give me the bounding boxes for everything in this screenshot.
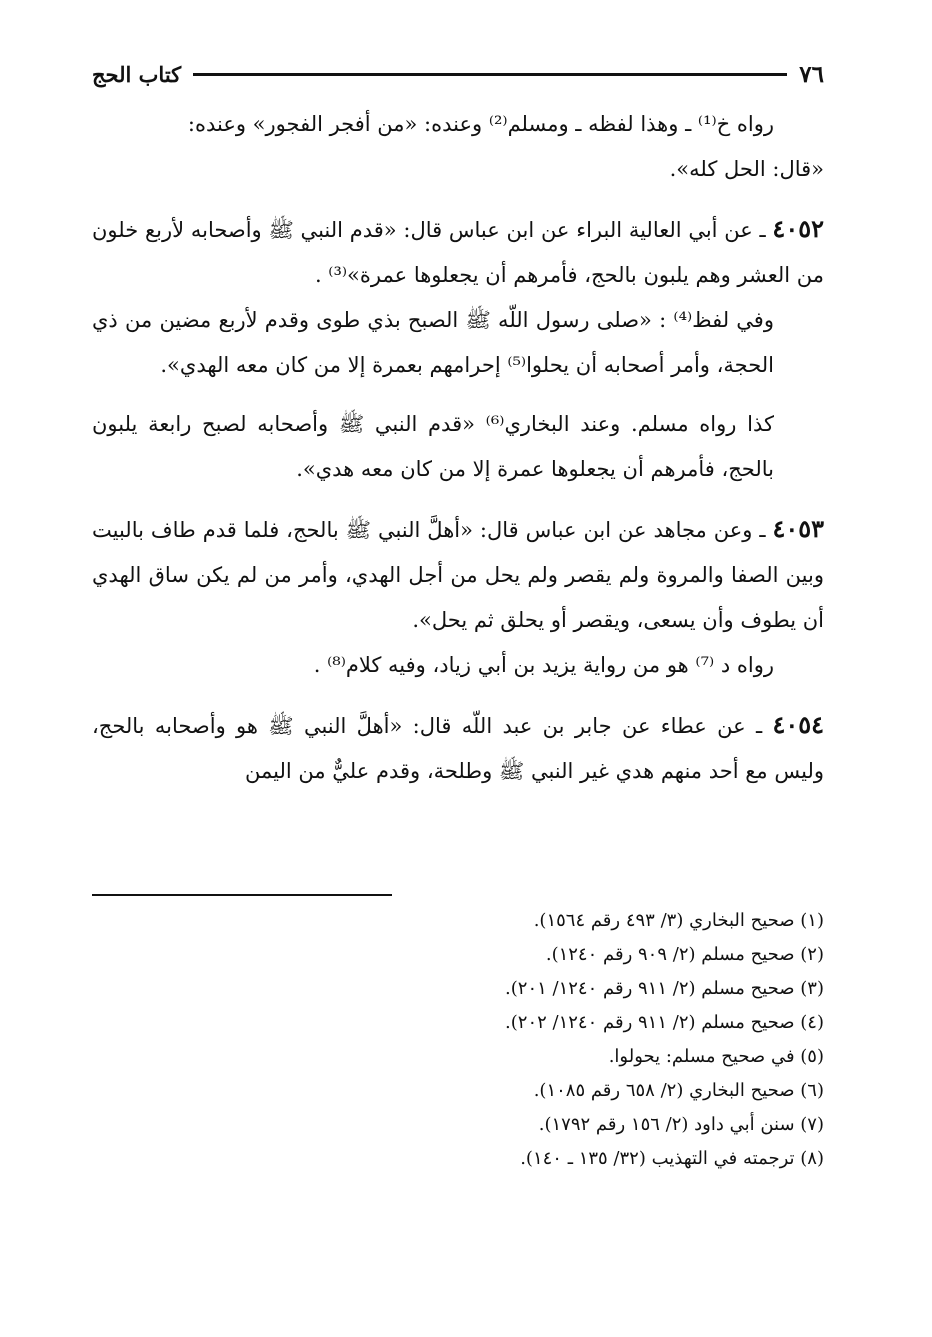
paragraph-variant <box>92 298 824 388</box>
paragraph-narration-1 <box>92 102 824 147</box>
hadith-4054 <box>92 702 824 794</box>
paragraph-dawud <box>92 643 824 688</box>
footnote-5: (٥) في صحيح مسلم: يحولوا. <box>608 1046 824 1067</box>
footnote-2: (٢) صحيح مسلم (٢/ ٩٠٩ رقم ١٢٤٠). <box>545 944 824 965</box>
page-number: ٧٦ <box>799 60 824 88</box>
text-line: كذا رواه مسلم. وعند البخاري⁽⁶⁾ «قدم النبي ﷺ وأصحابه لصبح رابعة يلبون بالحج، فأمرهم أن يجعلوها عمرة إلا من كان معه هدي». <box>92 412 774 481</box>
hadith-4053 <box>92 506 824 643</box>
hadith-number: ٤٠٥٣ <box>772 514 825 543</box>
footnotes <box>92 904 824 1176</box>
text-line: رواه خ⁽¹⁾ ـ وهذا لفظه ـ ومسلم⁽²⁾ وعنده: «من أفجر الفجور» وعنده: <box>187 112 774 136</box>
hadith-text: ـ عن أبي العالية البراء عن ابن عباس قال: «قدم النبي ﷺ وأصحابه لأربع خلون من العشر وهم يلبون بالحج، فأمرهم أن يجعلوها عمرة»⁽³⁾ . <box>92 218 824 287</box>
text-line: رواه د ⁽⁷⁾ هو من رواية يزيد بن أبي زياد، وفيه كلام⁽⁸⁾ . <box>313 653 774 677</box>
hadith-text: ـ عن عطاء عن جابر بن عبد اللّه قال: «أهلَّ النبي ﷺ هو وأصحابه بالحج، وليس مع أحد منهم هدي غير النبي ﷺ وطلحة، وقدم عليٌّ من اليمن <box>92 714 824 783</box>
footnote-3: (٣) صحيح مسلم (٢/ ٩١١ رقم ١٢٤٠/ ٢٠١). <box>505 978 824 999</box>
hadith-4052 <box>92 206 824 298</box>
paragraph-bukhari <box>92 402 824 492</box>
text-line: «قال: الحل كله». <box>669 157 824 181</box>
footnote-6: (٦) صحيح البخاري (٢/ ٦٥٨ رقم ١٠٨٥). <box>533 1080 824 1101</box>
hadith-number: ٤٠٥٢ <box>772 214 824 243</box>
footnote-7: (٧) سنن أبي داود (٢/ ١٥٦ رقم ١٧٩٢). <box>538 1114 824 1135</box>
text-line: وفي لفظ⁽⁴⁾ : «صلى رسول اللّه ﷺ الصبح بذي طوى وقدم لأربع مضين من ذي الحجة، وأمر أصحابه أن يحلوا⁽⁵⁾ إحرامهم بعمرة إلا من كان معه الهدي». <box>92 308 774 377</box>
footnote-1: (١) صحيح البخاري (٣/ ٤٩٣ رقم ١٥٦٤). <box>533 910 824 931</box>
paragraph-narration-1-cont <box>92 147 824 192</box>
footnote-8: (٨) ترجمته في التهذيب (٣٢/ ١٣٥ ـ ١٤٠). <box>520 1148 824 1169</box>
book-page <box>92 52 824 1337</box>
running-header <box>92 52 824 96</box>
footnote-4: (٤) صحيح مسلم (٢/ ٩١١ رقم ١٢٤٠/ ٢٠٢). <box>505 1012 824 1033</box>
hadith-number: ٤٠٥٤ <box>772 710 825 739</box>
book-title: كتاب الحج <box>92 61 182 87</box>
header-rule <box>193 73 787 76</box>
footnote-separator <box>92 894 392 896</box>
hadith-text: ـ وعن مجاهد عن ابن عباس قال: «أهلَّ النبي ﷺ بالحج، فلما قدم طاف بالبيت وبين الصفا والمروة ولم يقصر ولم يحل من أجل الهدي، وأمر من لم يكن ساق الهدي أن يطوف وأن يسعى، ويقصر أو يحلق ثم يحل». <box>92 518 824 632</box>
main-text <box>92 102 824 794</box>
